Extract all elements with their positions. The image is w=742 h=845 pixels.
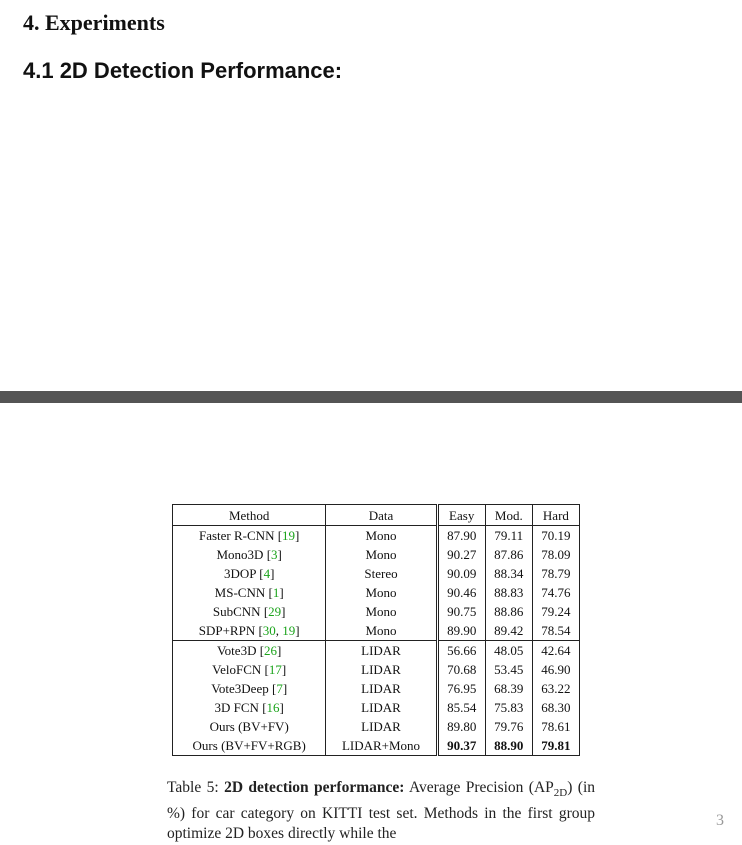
- cell-mod: 79.11: [485, 526, 532, 546]
- cell-easy: 89.90: [437, 621, 485, 641]
- cell-hard: 68.30: [532, 698, 579, 717]
- cell-data: Mono: [326, 583, 437, 602]
- cell-hard: 74.76: [532, 583, 579, 602]
- cell-mod: 88.90: [485, 736, 532, 756]
- cell-hard: 63.22: [532, 679, 579, 698]
- table-header-row: [173, 505, 580, 526]
- cell-easy: 87.90: [437, 526, 485, 546]
- table-body: [173, 526, 580, 756]
- cell-data: Mono: [326, 526, 437, 546]
- subsection-heading: 4.1 2D Detection Performance:: [23, 58, 343, 83]
- cell-mod: 88.83: [485, 583, 532, 602]
- cell-hard: 42.64: [532, 641, 579, 661]
- method-name: Mono3D: [216, 547, 264, 562]
- header-hard: Hard: [532, 505, 579, 526]
- cell-data: LIDAR: [326, 698, 437, 717]
- citation-link[interactable]: 7: [276, 681, 283, 696]
- cell-mod: 87.86: [485, 545, 532, 564]
- method-name: SubCNN: [212, 604, 261, 619]
- cell-data: LIDAR: [326, 660, 437, 679]
- method-name: Vote3Deep: [211, 681, 269, 696]
- table-row: [173, 736, 580, 756]
- header-method: Method: [173, 505, 326, 526]
- cell-hard: 79.24: [532, 602, 579, 621]
- cell-method: [173, 736, 326, 756]
- cell-easy: 90.75: [437, 602, 485, 621]
- caption-text-1: Average Precision (AP: [408, 779, 554, 796]
- method-name: Vote3D: [216, 643, 257, 658]
- table-row: [173, 602, 580, 621]
- citation-link[interactable]: 19: [282, 528, 296, 543]
- method-name: 3D FCN: [214, 700, 259, 715]
- cell-mod: 79.76: [485, 717, 532, 736]
- cell-easy: 70.68: [437, 660, 485, 679]
- citation-link[interactable]: 3: [271, 547, 278, 562]
- cell-data: Mono: [326, 602, 437, 621]
- method-name: Faster R-CNN: [198, 528, 275, 543]
- table-row: [173, 545, 580, 564]
- table-row: [173, 641, 580, 661]
- citation-link[interactable]: 4: [263, 566, 271, 581]
- cell-hard: 70.19: [532, 526, 579, 546]
- cell-method: Vote3D [26]: [173, 641, 326, 661]
- cell-mod: 89.42: [485, 621, 532, 641]
- cell-data: Stereo: [326, 564, 437, 583]
- citation-link[interactable]: 26: [264, 643, 278, 658]
- cell-hard: 79.81: [532, 736, 579, 756]
- cell-easy: 90.09: [437, 564, 485, 583]
- cell-data: Mono: [326, 621, 437, 641]
- method-name: 3DOP: [223, 566, 256, 581]
- results-table: [172, 504, 580, 756]
- cell-mod: 88.34: [485, 564, 532, 583]
- citation-link[interactable]: 16: [266, 700, 280, 715]
- page-number: 3: [716, 812, 724, 829]
- cell-easy: 76.95: [437, 679, 485, 698]
- cell-mod: 48.05: [485, 641, 532, 661]
- cell-method: [173, 717, 326, 736]
- method-name: Ours (BV+FV): [209, 719, 289, 734]
- cell-method: Faster R-CNN [19]: [173, 526, 326, 546]
- table-row: [173, 679, 580, 698]
- cell-mod: 68.39: [485, 679, 532, 698]
- cell-data: LIDAR+Mono: [326, 736, 437, 756]
- method-name: SDP+RPN: [198, 623, 256, 638]
- cell-method: Mono3D [3]: [173, 545, 326, 564]
- cell-easy: 90.46: [437, 583, 485, 602]
- caption-label: Table 5:: [167, 779, 219, 796]
- cell-method: 3D FCN [16]: [173, 698, 326, 717]
- citation-link[interactable]: 29: [268, 604, 282, 619]
- cell-method: 3DOP [4]: [173, 564, 326, 583]
- table-row: [173, 564, 580, 583]
- table-row: [173, 526, 580, 546]
- cell-data: Mono: [326, 545, 437, 564]
- method-name: Ours (BV+FV+RGB): [192, 738, 306, 753]
- citation-link[interactable]: 1: [272, 585, 280, 600]
- header-easy: Easy: [437, 505, 485, 526]
- page-divider: [0, 391, 742, 403]
- caption-title: 2D detection performance:: [224, 779, 405, 796]
- cell-method: Vote3Deep [7]: [173, 679, 326, 698]
- cell-data: LIDAR: [326, 717, 437, 736]
- cell-hard: 78.79: [532, 564, 579, 583]
- cell-easy: 85.54: [437, 698, 485, 717]
- citation-link[interactable]: 30: [262, 623, 276, 638]
- cell-data: LIDAR: [326, 679, 437, 698]
- citation-link[interactable]: 17: [268, 662, 282, 677]
- header-mod: Mod.: [485, 505, 532, 526]
- cell-hard: 78.61: [532, 717, 579, 736]
- table-caption: [167, 778, 595, 845]
- method-name: MS-CNN: [214, 585, 266, 600]
- section-heading: 4. Experiments: [23, 10, 165, 35]
- cell-easy: 56.66: [437, 641, 485, 661]
- table-row: [173, 660, 580, 679]
- cell-hard: 78.54: [532, 621, 579, 641]
- table-row: [173, 698, 580, 717]
- cell-method: MS-CNN [1]: [173, 583, 326, 602]
- cell-hard: 78.09: [532, 545, 579, 564]
- results-table-container: [172, 504, 580, 756]
- table-row: [173, 583, 580, 602]
- cell-data: LIDAR: [326, 641, 437, 661]
- cell-easy: 89.80: [437, 717, 485, 736]
- caption-text-2: ) (in %) for car category on KITTI test set. Methods in the first group optimize 2D boxes directly while the: [167, 779, 596, 843]
- cell-mod: 53.45: [485, 660, 532, 679]
- cell-method: SDP+RPN [30, 19]: [173, 621, 326, 641]
- cell-easy: 90.37: [437, 736, 485, 756]
- cell-method: SubCNN [29]: [173, 602, 326, 621]
- cell-mod: 88.86: [485, 602, 532, 621]
- cell-hard: 46.90: [532, 660, 579, 679]
- cell-easy: 90.27: [437, 545, 485, 564]
- cell-mod: 75.83: [485, 698, 532, 717]
- method-name: VeloFCN: [212, 662, 262, 677]
- table-row: [173, 717, 580, 736]
- cell-method: VeloFCN [17]: [173, 660, 326, 679]
- caption-subscript: 2D: [553, 787, 568, 800]
- table-row: [173, 621, 580, 641]
- citation-link[interactable]: 19: [282, 623, 296, 638]
- header-data: Data: [326, 505, 437, 526]
